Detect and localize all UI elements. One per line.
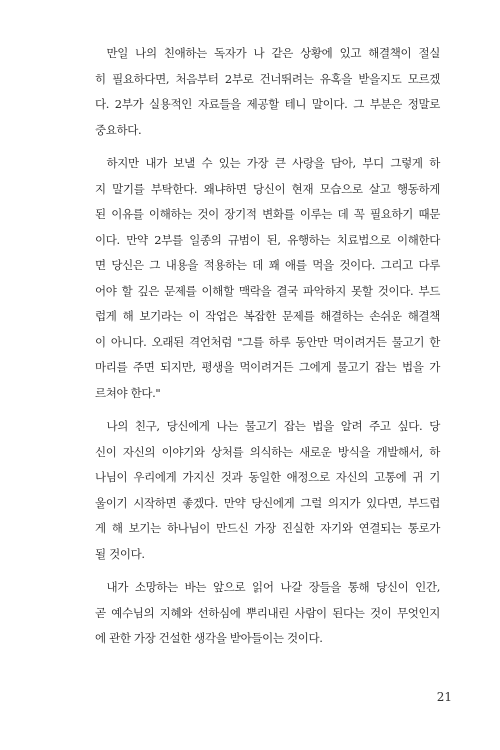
paragraph-2 [95, 151, 440, 406]
text-line: 신이 자신의 이야기와 상처를 의식하는 새로운 방식을 개발해서, 하 [95, 444, 440, 459]
text-line: 이 아니다. 오래된 격언처럼 "그를 하루 동안만 먹이려거든 물고기 한 [95, 334, 440, 349]
text-line: 된 이유를 이해하는 것이 장기적 변화를 이루는 데 꼭 필요하기 때문 [95, 207, 440, 221]
paragraph-4 [95, 575, 440, 652]
text-line: 면 당신은 그 내용을 적용하는 데 꽤 애를 먹을 것이다. 그리고 다루 [95, 258, 440, 272]
text-line: 나의 친구, 당신에게 나는 물고기 잡는 법을 알려 주고 싶다. 당 [106, 419, 440, 433]
text-line: 어야 할 깊은 문제를 이해할 맥락을 결국 파악하지 못할 것이다. 부드 [95, 283, 440, 298]
paragraph-1 [95, 41, 440, 143]
text-line: 게 해 보기는 하나님이 만드신 가장 진실한 자기와 연결되는 통로가 [95, 521, 440, 535]
text-line: 하지만 내가 보낼 수 있는 가장 큰 사랑을 담아, 부디 그렇게 하 [106, 156, 440, 170]
paragraph-3 [95, 414, 440, 567]
page-number: 21 [436, 690, 452, 704]
text-line: 이다. 만약 2부를 일종의 규범이 된, 유행하는 치료법으로 이해한다 [95, 232, 440, 247]
text-line: 중요하다. [95, 122, 142, 137]
text-line: 만일 나의 친애하는 독자가 나 같은 상황에 있고 해결책이 절실 [106, 46, 440, 60]
text-line: 내가 소망하는 바는 앞으로 읽어 나갈 장들을 통해 당신이 인간, [106, 580, 440, 594]
text-line: 마리를 주면 되지만, 평생을 먹이려거든 그에게 물고기 잡는 법을 가 [95, 360, 440, 374]
text-line: 될 것이다. [95, 546, 145, 561]
text-line: 나님이 우리에게 가지신 것과 동일한 애정으로 자신의 고통에 귀 기 [95, 470, 440, 484]
text-line: 에 관한 가장 건설한 생각을 받아들이는 것이다. [95, 631, 323, 645]
text-line: 르쳐야 한다." [95, 385, 161, 400]
text-line: 다. 2부가 실용적인 자료들을 제공할 테니 말이다. 그 부분은 정말로 [95, 97, 440, 111]
text-line: 울이기 시작하면 좋겠다. 만약 당신에게 그럴 의지가 있다면, 부드럽 [95, 495, 440, 510]
text-line: 럽게 해 보기라는 이 작업은 복잡한 문제를 해결하는 손쉬운 해결책 [95, 309, 440, 323]
text-line: 지 말기를 부탁한다. 왜냐하면 당신이 현재 모습으로 살고 행동하게 [95, 181, 440, 196]
text-line: 곧 예수님의 지혜와 선하심에 뿌리내린 사람이 된다는 것이 무엇인지 [95, 605, 440, 620]
text-line: 히 필요하다면, 처음부터 2부로 건너뛰려는 유혹을 받을지도 모르겠 [95, 71, 440, 86]
body-text [95, 41, 440, 660]
